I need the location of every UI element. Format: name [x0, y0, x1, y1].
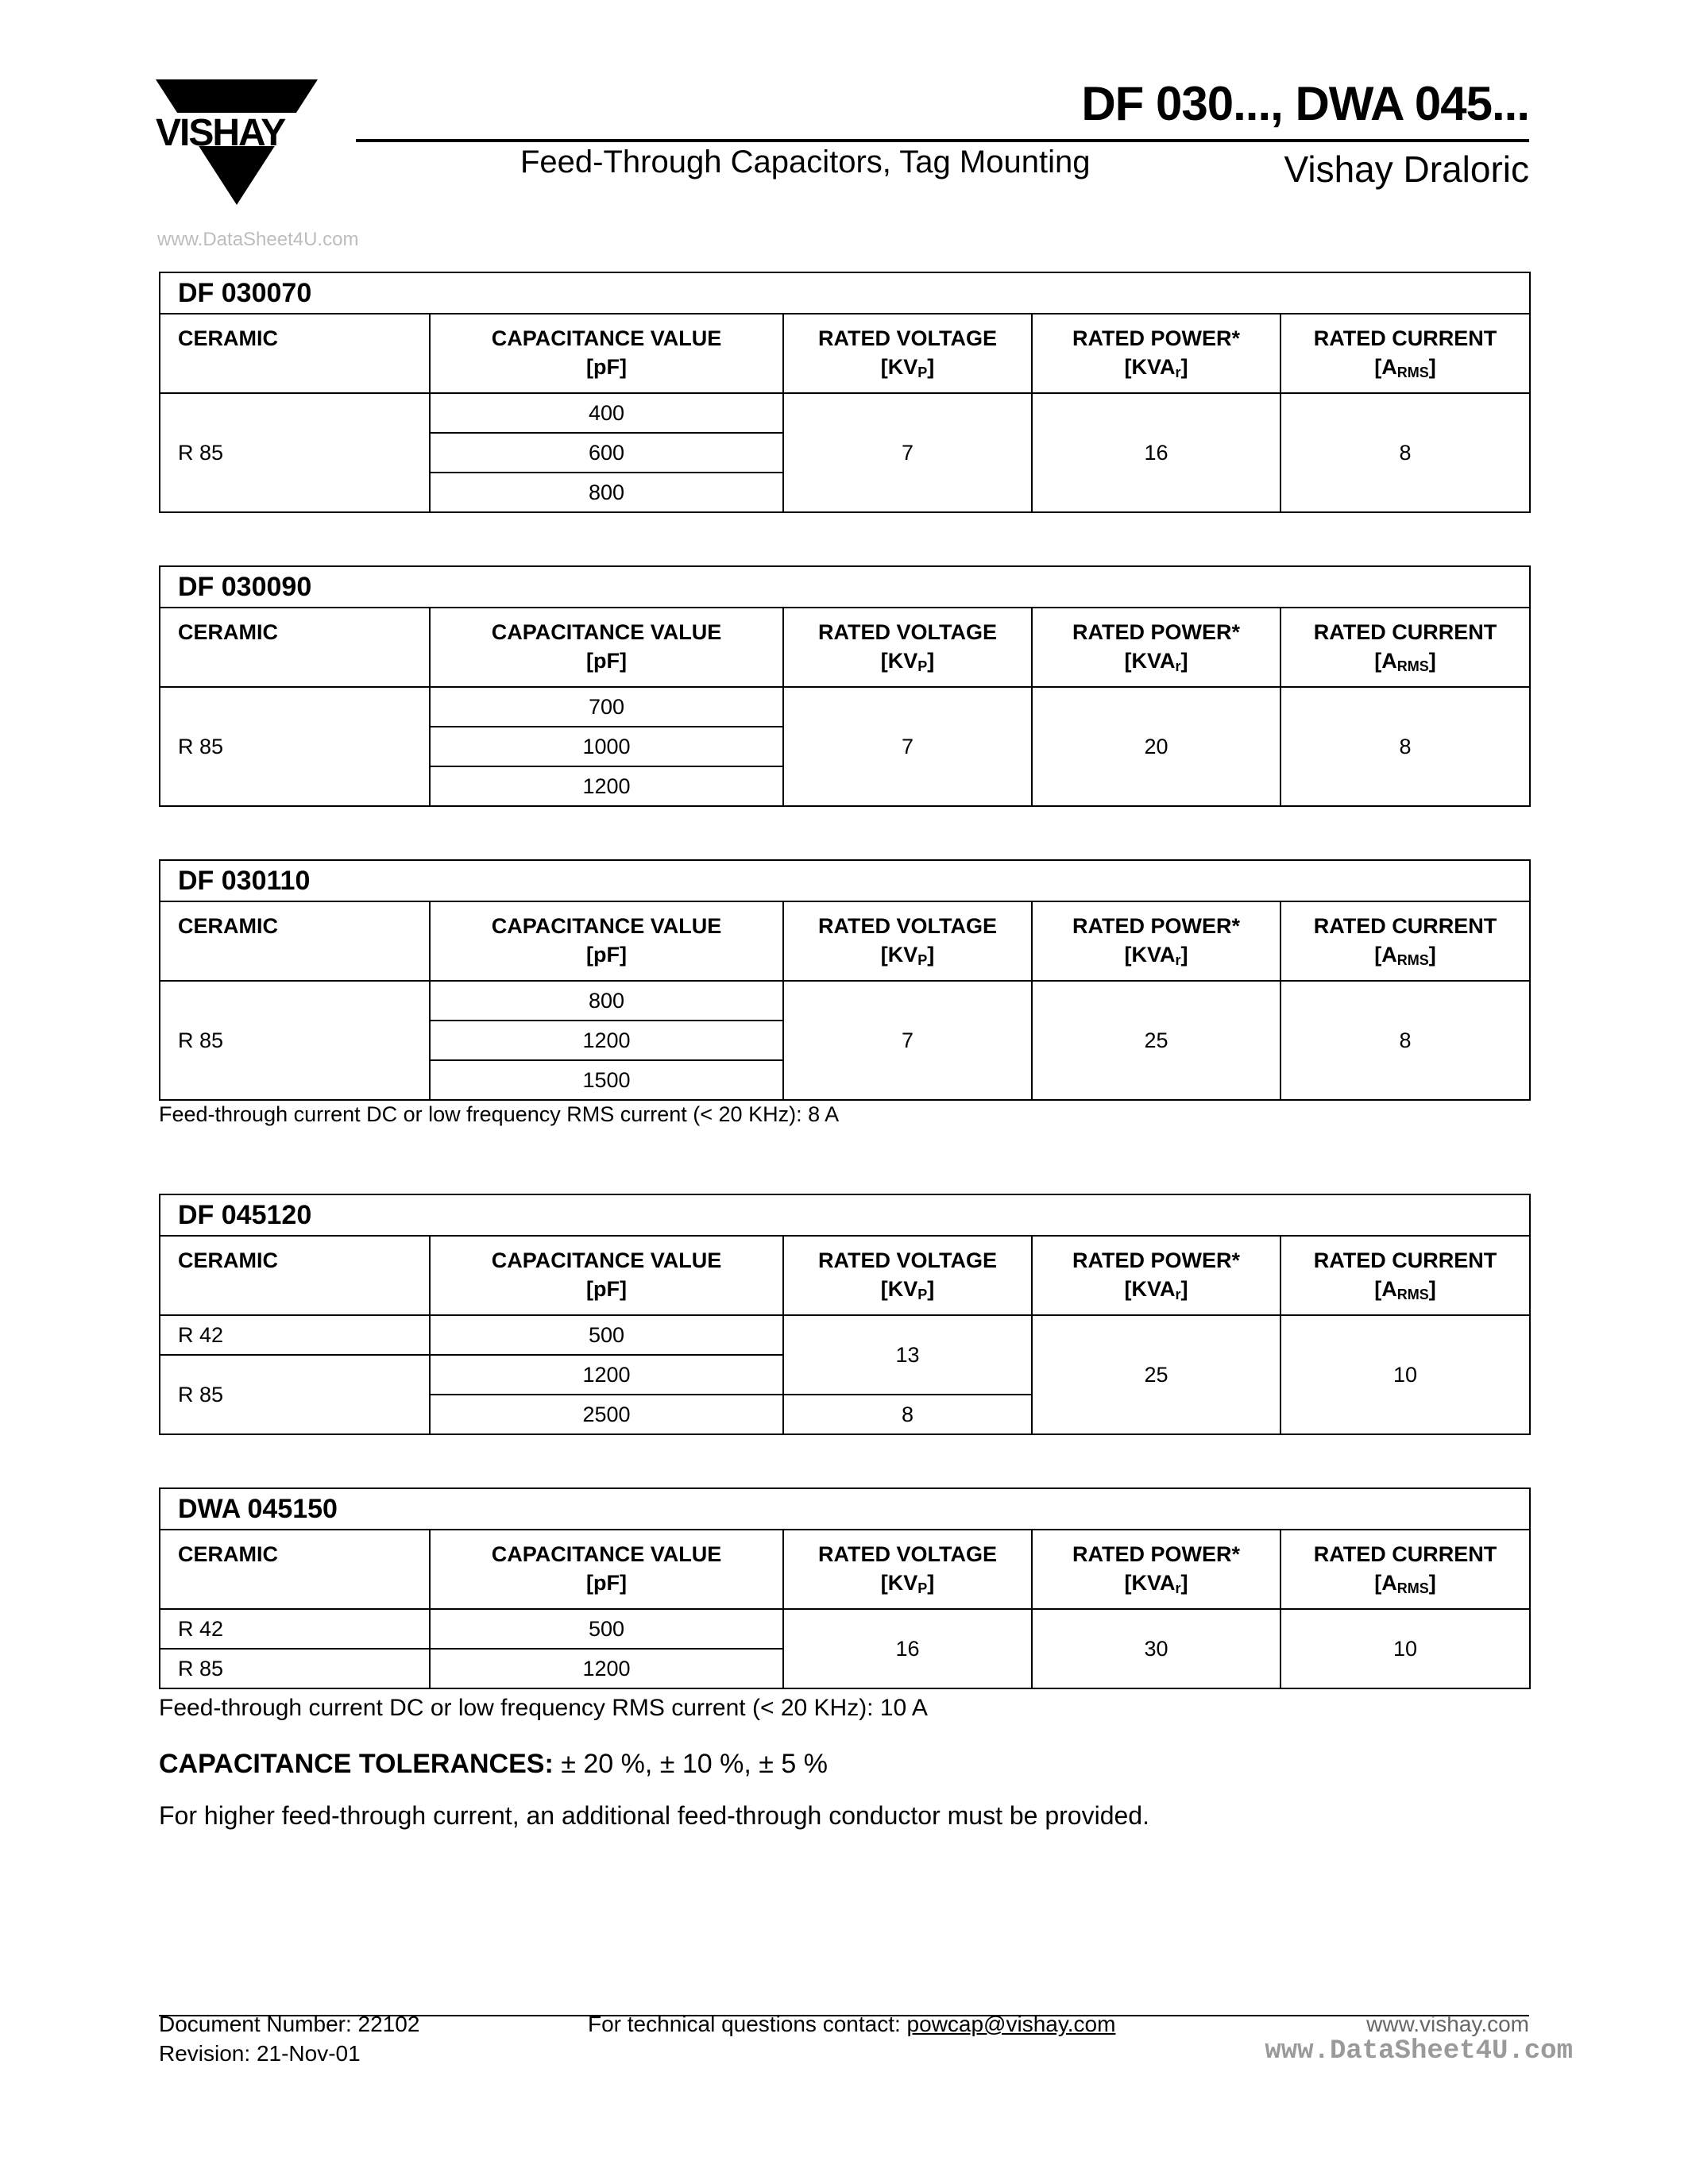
header-current: RATED CURRENT $[A_{RMS}]$ — [1280, 608, 1530, 687]
table-title: DF 045120 — [160, 1194, 1530, 1236]
power-cell: 25 — [1032, 981, 1280, 1100]
document-number: Document Number: 22102 — [159, 2012, 420, 2036]
spec-table-dwa045150 — [159, 1488, 1531, 1689]
capacitance-cell: 600 — [430, 433, 783, 473]
table-row — [160, 1609, 1530, 1649]
voltage-cell: 7 — [783, 981, 1032, 1100]
power-cell: 25 — [1032, 1315, 1280, 1434]
ceramic-cell: R 85 — [160, 393, 430, 512]
header-voltage: RATED VOLTAGE $[KV_P]$ — [783, 1530, 1032, 1609]
header-power: RATED POWER* $[KVA_r]$ — [1032, 1530, 1280, 1609]
capacitance-cell: 2500 — [430, 1395, 783, 1434]
website-link[interactable]: www.vishay.com — [1366, 2012, 1529, 2036]
table-row — [160, 393, 1530, 433]
table-row — [160, 1315, 1530, 1355]
ceramic-cell: R 42 — [160, 1609, 430, 1649]
watermark-top: www.DataSheet4U.com — [157, 229, 359, 250]
table-header-row — [160, 608, 1530, 687]
table-row — [160, 687, 1530, 727]
capacitance-cell: 1200 — [430, 766, 783, 806]
current-cell: 10 — [1280, 1315, 1530, 1434]
capacitance-tolerances — [159, 1749, 828, 1780]
voltage-cell: 7 — [783, 687, 1032, 806]
header-voltage: RATED VOLTAGE $[KV_P]$ — [783, 608, 1032, 687]
higher-current-note: For higher feed-through current, an additional feed-through conductor must be provided. — [159, 1801, 1149, 1830]
current-cell: 10 — [1280, 1609, 1530, 1688]
header-power: RATED POWER* $[KVA_r]$ — [1032, 901, 1280, 981]
table-title: DF 030070 — [160, 272, 1530, 314]
contact-email-link[interactable]: powcap@vishay.com — [906, 2012, 1116, 2036]
contact-label: For technical questions contact: — [588, 2012, 907, 2036]
capacitance-cell: 1200 — [430, 1355, 783, 1395]
capacitance-cell: 700 — [430, 687, 783, 727]
ceramic-cell: R 85 — [160, 1355, 430, 1434]
capacitance-cell: 800 — [430, 981, 783, 1021]
header-capacitance: CAPACITANCE VALUE [pF] — [430, 901, 783, 981]
contact-line — [588, 2012, 1115, 2037]
ceramic-cell: R 42 — [160, 1315, 430, 1355]
current-cell: 8 — [1280, 687, 1530, 806]
capacitance-cell: 800 — [430, 473, 783, 512]
tolerances-values: ± 20 %, ± 10 %, ± 5 % — [553, 1749, 828, 1779]
header-current: RATED CURRENT $[A_{RMS}]$ — [1280, 1236, 1530, 1315]
ceramic-cell: R 85 — [160, 687, 430, 806]
watermark-bottom: www.DataSheet4U.com — [1265, 2036, 1573, 2066]
table-header-row — [160, 1530, 1530, 1609]
voltage-cell: 8 — [783, 1395, 1032, 1434]
power-cell: 20 — [1032, 687, 1280, 806]
capacitance-cell: 1200 — [430, 1021, 783, 1060]
power-cell: 16 — [1032, 393, 1280, 512]
power-cell: 30 — [1032, 1609, 1280, 1688]
spec-table-df030070 — [159, 272, 1531, 513]
header-power: RATED POWER* $[KVA_r]$ — [1032, 314, 1280, 393]
capacitance-cell: 1200 — [430, 1649, 783, 1688]
spec-table-df030110 — [159, 859, 1531, 1101]
header-ceramic: CERAMIC — [160, 314, 430, 393]
current-cell: 8 — [1280, 393, 1530, 512]
spec-table-df045120 — [159, 1194, 1531, 1435]
header-current: RATED CURRENT $[A_{RMS}]$ — [1280, 314, 1530, 393]
table-header-row — [160, 901, 1530, 981]
capacitance-cell: 400 — [430, 393, 783, 433]
current-cell: 8 — [1280, 981, 1530, 1100]
header-current: RATED CURRENT $[A_{RMS}]$ — [1280, 901, 1530, 981]
table-header-row — [160, 314, 1530, 393]
page-title: DF 030..., DWA 045... — [1081, 77, 1529, 130]
feed-through-note-10a: Feed-through current DC or low frequency RMS current (< 20 KHz): 10 A — [159, 1695, 928, 1721]
brand-name: Vishay Draloric — [1284, 149, 1529, 190]
header-ceramic: CERAMIC — [160, 1530, 430, 1609]
capacitance-cell: 1500 — [430, 1060, 783, 1100]
header-capacitance: CAPACITANCE VALUE [pF] — [430, 314, 783, 393]
header-ceramic: CERAMIC — [160, 608, 430, 687]
tolerances-label: CAPACITANCE TOLERANCES: — [159, 1749, 554, 1779]
table-header-row — [160, 1236, 1530, 1315]
header-power: RATED POWER* $[KVA_r]$ — [1032, 608, 1280, 687]
header-voltage: RATED VOLTAGE $[KV_P]$ — [783, 901, 1032, 981]
table-row — [160, 981, 1530, 1021]
feed-through-note-8a: Feed-through current DC or low frequency RMS current (< 20 KHz): 8 A — [159, 1102, 840, 1126]
voltage-cell: 7 — [783, 393, 1032, 512]
ceramic-cell: R 85 — [160, 1649, 430, 1688]
voltage-cell: 13 — [783, 1315, 1032, 1395]
capacitance-cell: 500 — [430, 1609, 783, 1649]
voltage-cell: 16 — [783, 1609, 1032, 1688]
header-capacitance: CAPACITANCE VALUE [pF] — [430, 1236, 783, 1315]
capacitance-cell: 1000 — [430, 727, 783, 766]
header-ceramic: CERAMIC — [160, 901, 430, 981]
header-voltage: RATED VOLTAGE $[KV_P]$ — [783, 1236, 1032, 1315]
header-power: RATED POWER* $[KVA_r]$ — [1032, 1236, 1280, 1315]
page-subtitle: Feed-Through Capacitors, Tag Mounting — [520, 145, 1091, 179]
header-ceramic: CERAMIC — [160, 1236, 430, 1315]
header-divider — [356, 139, 1529, 142]
logo-text: VISHAY — [156, 112, 285, 154]
header-capacitance: CAPACITANCE VALUE [pF] — [430, 608, 783, 687]
table-title: DF 030110 — [160, 860, 1530, 901]
ceramic-cell: R 85 — [160, 981, 430, 1100]
table-title: DF 030090 — [160, 566, 1530, 608]
header-capacitance: CAPACITANCE VALUE [pF] — [430, 1530, 783, 1609]
header-current: RATED CURRENT $[A_{RMS}]$ — [1280, 1530, 1530, 1609]
capacitance-cell: 500 — [430, 1315, 783, 1355]
revision: Revision: 21-Nov-01 — [159, 2041, 361, 2066]
header-voltage: RATED VOLTAGE $[KV_P]$ — [783, 314, 1032, 393]
table-title: DWA 045150 — [160, 1488, 1530, 1530]
spec-table-df030090 — [159, 565, 1531, 807]
